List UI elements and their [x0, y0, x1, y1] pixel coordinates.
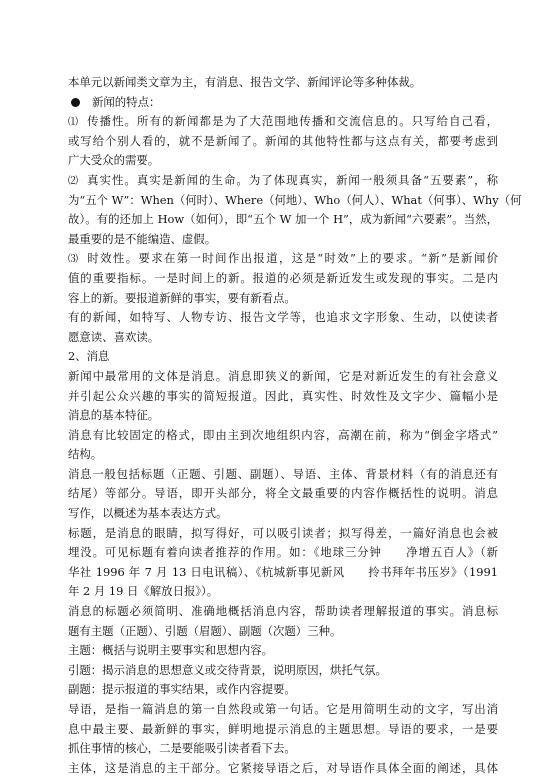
text-line: 题有主题（正题）、引题（眉题）、副题（次题）三种。 [68, 623, 342, 638]
list-number: ⑶ [68, 254, 78, 266]
text-line: 消息的基本特征。 [68, 408, 160, 423]
document-page [68, 73, 522, 778]
text-line: 为“五个 W”：When（何时）、Where（何地）、Who（何人）、What（何事）、Why（何 [68, 192, 522, 207]
text-line: 值的重要指标。一是时间上的新。报道的必须是新近发生或发现的事实。二是内 [68, 270, 498, 285]
text-line: 故）。有的还加上 How（如何），即“五个 W 加一个 H”，成为新闻“六要素”。当然， [68, 212, 498, 227]
text-line: 写作，以概述为基本表达方式。 [68, 506, 228, 521]
text-line: 新闻中最常用的文体是消息。消息即狭义的新闻，它是对新近发生的有社会意义 [68, 368, 498, 383]
text-line: 埋没。可见标题有着向读者推荐的作用。如：《地球三分钟 净增五百人》（新 [68, 545, 498, 560]
text-line: 结尾）等部分。导语，即开头部分，将全文最重要的内容作概括性的说明。消息 [68, 486, 498, 501]
text-line: 消息一般包括标题（正题、引题、副题）、导语、主体、背景材料（有的消息还有 [68, 466, 498, 481]
text-line: 抓住事情的核心，二是要能吸引读者看下去。 [68, 741, 296, 756]
list-number: ⑴ [68, 117, 78, 129]
text-line: 广大受众的需要。 [68, 153, 160, 168]
text-line: 导语，是指一篇消息的第一自然段或第一句话。它是用简明生动的文字，写出消 [68, 702, 498, 716]
text-line: 主题：概括与说明主要事实和思想内容。 [68, 643, 274, 658]
text-line: 主体，这是消息的主干部分。它紧接导语之后，对导语作具体全面的阐述，具体 [68, 760, 498, 775]
text-line: 息中最主要、最新鲜的事实，鲜明地提示消息的主题思想。导语的要求，一是要 [68, 721, 498, 736]
text-line: 标题，是消息的眼睛，拟写得好，可以吸引读者；拟写得差，一篇好消息也会被 [68, 525, 498, 540]
text-line: 华社 1996 年 7 月 13 日电讯稿）、《杭城新事见新风 拎书拜年书压岁》（1991 [68, 564, 498, 579]
bullet-line [68, 93, 498, 113]
text-line: 最重要的是不能编造、虚假。 [68, 231, 217, 246]
text-line: 新闻的特点： [92, 94, 161, 109]
text-line: 愿意读、喜欢读。 [68, 329, 160, 344]
text-line: 容上的新。要报道新鲜的事实，要有新看点。 [68, 290, 296, 305]
list-number: ⑵ [68, 175, 78, 187]
text-line: 消息有比较固定的格式，即由主到次地组织内容，高潮在前，称为“倒金字塔式” [68, 427, 498, 442]
text-line: 副题：提示报道的事实结果，或作内容提要。 [68, 682, 296, 697]
section-heading: 2、消息 [68, 349, 110, 364]
text-line: ⑴ 传播性。所有的新闻都是为了大范围地传播和交流信息的。只写给自己看， [68, 112, 498, 132]
text-line: 并引起公众兴趣的事实的简短报道。因此，真实性、时效性及文字少、篇幅小是 [68, 388, 498, 403]
text-line: 引题：揭示消息的思想意义或交待背景，说明原因，烘托气氛。 [68, 662, 387, 677]
text-line: ⑶ 时效性。要求在第一时间作出报道，这是“时效”上的要求。“新”是新闻价 [68, 249, 498, 269]
text-line: 消息的标题必须简明、准确地概括消息内容，帮助读者理解报道的事实。消息标 [68, 604, 498, 619]
text-line: 或写给个别人看的，就不是新闻了。新闻的其他特性都与这点有关，都要考虑到 [68, 133, 498, 148]
text-line: ⑵ 真实性。真实是新闻的生命。为了体现真实，新闻一般须具备“五要素”，称 [68, 171, 498, 191]
text-line: 有的新闻，如特写、人物专访、报告文学等，也追求文字形象、生动，以使读者 [68, 310, 498, 325]
text-line: 年 2 月 19 日《解放日报》）。 [68, 584, 219, 599]
text-line: 本单元以新闻类文章为主，有消息、报告文学、新闻评论等多种体裁。 [68, 75, 422, 89]
bullet-icon [71, 98, 80, 107]
text-line: 结构。 [68, 447, 103, 462]
